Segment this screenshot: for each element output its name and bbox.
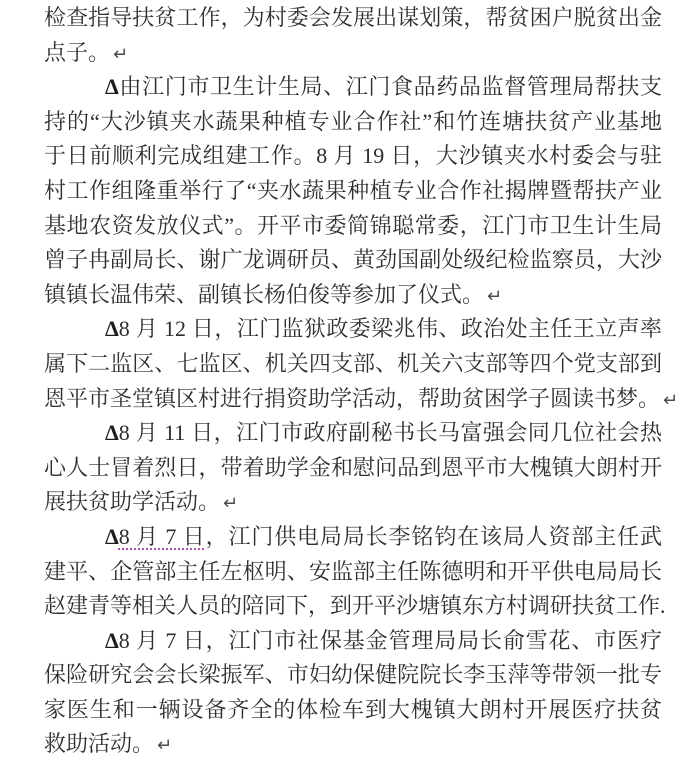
text-line	[44, 209, 662, 244]
delta-bullet: Δ	[105, 420, 119, 446]
text-segment: 恩平市圣堂镇区村进行捐资助学活动，帮助贫困学子圆读书梦。	[44, 385, 661, 411]
text-segment: 8 月 7 日，江门市社保基金管理局局长俞雪花、市医疗	[118, 627, 662, 653]
text-segment: 家医生和一辆设备齐全的体检车到大槐镇大朗村开展医疗扶贫	[44, 696, 662, 722]
paragraph-return-mark-icon: ↵	[157, 735, 173, 757]
text-line	[44, 451, 662, 486]
text-segment: 由江门市卫生计生局、江门食品药品监督管理局帮扶支	[118, 74, 662, 100]
delta-bullet: Δ	[105, 316, 119, 342]
text-line	[44, 105, 662, 140]
paragraph	[44, 520, 666, 624]
text-segment: 检查指导扶贫工作，为村委会发展出谋划策，帮贫困户脱贫出金	[44, 5, 662, 30]
text-line	[44, 658, 662, 693]
text-line	[44, 139, 662, 174]
text-line	[44, 278, 662, 313]
text-segment: 心人士冒着烈日，带着助学金和慰问品到恩平市大槐镇大朗村开	[44, 454, 662, 480]
text-segment: 点子。	[44, 39, 111, 65]
text-segment: 持的“大沙镇夹水蔬果种植专业合作社”和竹连塘扶贫产业基地	[44, 108, 662, 134]
text-line	[44, 1, 662, 36]
text-segment: 属下二监区、七监区、机关四支部、机关六支部等四个党支部到	[44, 350, 662, 376]
text-line	[44, 70, 662, 105]
text-segment: 镇镇长温伟荣、副镇长杨伯俊等参加了仪式。	[44, 281, 485, 307]
text-line	[44, 624, 662, 659]
text-line	[44, 347, 662, 382]
text-segment: 保险研究会会长梁振军、市妇幼保健院院长李玉萍等带领一批专	[44, 662, 662, 688]
text-segment: 于日前顺利完成组建工作。8 月 19 日，大沙镇夹水村委会与驻	[44, 143, 662, 169]
paragraph-return-mark-icon: ↵	[223, 493, 239, 515]
delta-bullet: Δ	[105, 627, 119, 653]
text-line	[44, 520, 662, 555]
delta-bullet: Δ	[105, 74, 119, 100]
text-segment: 建平、企管部主任左枢明、安监部主任陈德明和开平供电局局长	[44, 558, 662, 584]
document-page[interactable]	[44, 1, 679, 762]
grammar-underlined-text: 8 月 7 日	[118, 523, 206, 549]
text-line	[44, 243, 662, 278]
text-segment: 救助活动。	[44, 731, 155, 757]
paragraph-return-mark-icon: ↵	[113, 43, 129, 65]
paragraph-return-mark-icon: ↵	[487, 285, 503, 307]
paragraph-return-mark-icon: ↵	[663, 389, 679, 411]
text-segment: 村工作组隆重举行了“夹水蔬果种植专业合作社揭牌暨帮扶产业	[44, 177, 662, 203]
delta-bullet: Δ	[105, 523, 119, 549]
text-line	[44, 727, 662, 762]
text-segment: 基地农资发放仪式”。开平市委简锦聪常委，江门市卫生计生局	[44, 212, 662, 238]
text-line	[44, 555, 662, 590]
paragraph	[44, 70, 662, 312]
text-line	[44, 36, 662, 71]
paragraph	[44, 1, 662, 70]
text-segment: 8 月 11 日，江门市政府副秘书长马富强会同几位社会热	[118, 420, 662, 446]
text-line	[44, 174, 662, 209]
text-segment: ，江门供电局局长李铭钧在该局人资部主任武	[205, 523, 662, 549]
text-line	[44, 382, 679, 417]
text-line	[44, 693, 662, 728]
text-segment: 8 月 12 日，江门监狱政委梁兆伟、政治处主任王立声率	[118, 316, 662, 342]
text-segment: 曾子冉副局长、谢广龙调研员、黄劲国副处级纪检监察员，大沙	[44, 247, 662, 273]
text-segment: 赵建青等相关人员的陪同下，到开平沙塘镇东方村调研扶贫工作.	[44, 593, 666, 619]
text-segment: 展扶贫助学活动。	[44, 489, 221, 515]
text-line	[44, 485, 662, 520]
paragraph	[44, 312, 679, 416]
paragraph	[44, 416, 662, 520]
text-line	[44, 589, 666, 624]
text-line	[44, 312, 662, 347]
text-line	[44, 416, 662, 451]
paragraph	[44, 624, 662, 762]
